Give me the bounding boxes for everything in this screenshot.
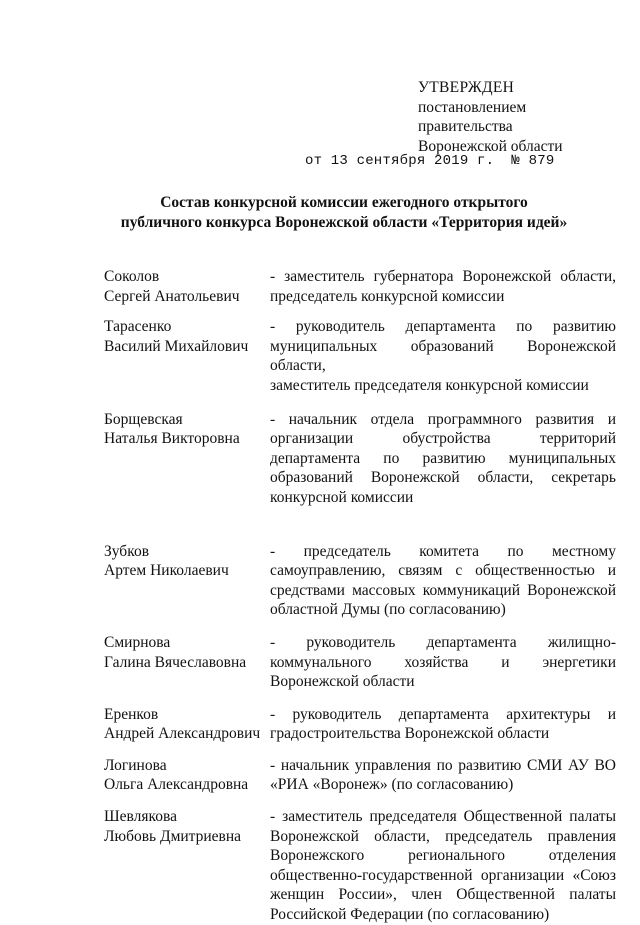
member-name <box>104 267 270 306</box>
member-row <box>104 267 616 306</box>
member-role <box>270 705 616 744</box>
member-role <box>270 756 616 795</box>
member-surname: Борщевская <box>104 410 183 428</box>
member-name <box>104 807 270 925</box>
member-role-line: областной Думы (по согласованию) <box>270 601 506 619</box>
member-role <box>270 317 616 395</box>
approval-line: постановлением <box>418 98 527 116</box>
member-row <box>104 542 616 620</box>
member-surname: Зубков <box>104 542 150 560</box>
member-row <box>104 317 616 395</box>
member-name <box>104 410 270 508</box>
member-role-line: - председатель комитета по местному <box>270 542 616 560</box>
member-name <box>104 317 270 395</box>
member-row <box>104 410 616 508</box>
member-surname: Смирнова <box>104 633 171 651</box>
member-name <box>104 705 270 744</box>
member-role-line: - начальник управления по развитию СМИ АУ ВО <box>270 756 616 774</box>
approval-line: правительства <box>418 118 513 135</box>
member-surname: Тарасенко <box>104 318 172 336</box>
member-role-line: «РИА «Воронеж» (по согласованию) <box>270 776 514 794</box>
member-role-line: - руководитель департамента архитектуры и <box>270 705 616 723</box>
member-role <box>270 267 616 306</box>
member-role <box>270 633 616 692</box>
member-name <box>104 756 270 795</box>
member-role-line: градостроительства Воронежской области <box>270 725 550 743</box>
member-role-line: Российской Федерации (по согласованию) <box>270 906 550 924</box>
member-row <box>104 633 616 692</box>
member-role-line: - руководитель департамента по развитию <box>270 318 616 336</box>
member-row <box>104 807 616 925</box>
member-role-line: женщин России», член Общественной палаты <box>270 886 616 904</box>
member-role-line: общественно-государственной организации «Союз <box>270 866 616 884</box>
member-surname: Шевлякова <box>104 808 177 826</box>
member-given-name: Сергей Анатольевич <box>104 287 240 305</box>
member-role-line: конкурсной комиссии <box>270 488 414 506</box>
member-name <box>104 633 270 692</box>
member-given-name: Артем Николаевич <box>104 562 229 580</box>
member-role-line: Воронежского регионального отделения <box>270 847 616 865</box>
member-role-line: - заместитель председателя Общественной палаты <box>270 808 616 826</box>
member-surname: Еренков <box>104 705 159 723</box>
member-role-line: муниципальных образований Воронежской области, <box>270 337 616 375</box>
member-surname: Логинова <box>104 756 167 774</box>
document-title-line: публичного конкурса Воронежской области «Территория идей» <box>120 213 568 231</box>
member-role-line: организации обустройства территорий <box>270 430 616 448</box>
commission-members-list <box>104 267 616 925</box>
member-role-line: самоуправлению, связям с общественностью и <box>270 562 616 580</box>
document-title-line: Состав конкурсной комиссии ежегодного открытого <box>160 194 528 211</box>
member-row <box>104 705 616 744</box>
member-name <box>104 542 270 620</box>
member-role <box>270 807 616 925</box>
member-given-name: Любовь Дмитриевна <box>104 827 242 845</box>
approval-title: УТВЕРЖДЕН <box>418 79 515 96</box>
member-role-line: заместитель председателя конкурсной комиссии <box>270 376 589 394</box>
member-role-line: Воронежской области, председатель правления <box>270 827 616 845</box>
member-role-line: - руководитель департамента жилищно- <box>270 633 616 651</box>
decree-reference: от 13 сентября 2019 г. № 879 <box>305 153 555 169</box>
member-role <box>270 410 616 508</box>
member-role-line: образований Воронежской области, секретарь <box>270 469 616 487</box>
member-role <box>270 542 616 620</box>
member-role-line: - начальник отдела программного развития и <box>270 410 616 428</box>
member-role-line: средствами массовых коммуникаций Воронежской <box>270 581 616 599</box>
document-title <box>80 193 608 232</box>
member-row <box>104 756 616 795</box>
approval-stamp <box>418 78 563 156</box>
member-role-line: - заместитель губернатора Воронежской области, <box>270 268 616 285</box>
approval-line: Воронежской области <box>418 137 563 155</box>
member-role-line: коммунального хозяйства и энергетики <box>270 653 616 671</box>
member-given-name: Наталья Викторовна <box>104 430 240 448</box>
member-given-name: Андрей Александрович <box>104 725 261 743</box>
member-role-line: департамента по развитию муниципальных <box>270 449 616 467</box>
member-surname: Соколов <box>104 268 160 285</box>
member-given-name: Галина Вячеславовна <box>104 653 247 671</box>
member-role-line: председатель конкурсной комиссии <box>270 287 505 305</box>
member-given-name: Ольга Александровна <box>104 776 249 794</box>
member-role-line: Воронежской области <box>270 673 415 691</box>
member-given-name: Василий Михайлович <box>104 337 249 355</box>
